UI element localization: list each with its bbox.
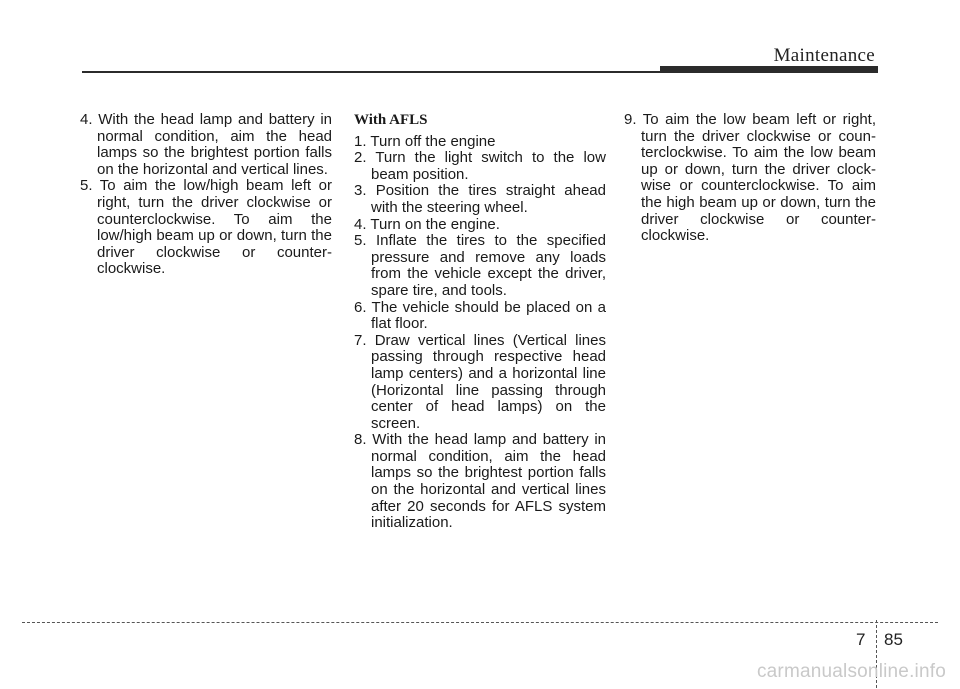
step-item: 8. With the head lamp and battery in normal condition, aim the head lamps so the brightest portion falls on the horizontal and vertical lines after 20 seconds for AFLS system initialization. bbox=[354, 431, 606, 532]
step-item: 4. With the head lamp and battery in normal condition, aim the head lamps so the brightest portion falls on the horizontal and vertical lines. bbox=[80, 111, 332, 178]
watermark-text: carmanualsonline.info bbox=[756, 661, 946, 682]
page-number: 85 bbox=[884, 630, 903, 649]
step-item: 5. Inflate the tires to the specified pressure and remove any loads from the vehicle except the driver, spare tire, and tools. bbox=[354, 232, 606, 299]
step-item: 6. The vehicle should be placed on a flat floor. bbox=[354, 298, 606, 333]
step-item: 7. Draw vertical lines (Vertical lines passing through respective head lamp centers) and a horizontal line (Horizontal line passing through center of head lamps) on the screen. bbox=[354, 331, 606, 432]
chapter-number: 7 bbox=[856, 630, 866, 649]
section-title: Maintenance bbox=[773, 45, 875, 66]
header-rule-thick bbox=[660, 66, 878, 73]
column-right bbox=[624, 112, 876, 245]
step-item: 2. Turn the light switch to the low beam position. bbox=[354, 149, 606, 183]
step-item: 5. To aim the low/high beam left or right, turn the driver clockwise or counterclockwise. To aim the low/high beam up or down, turn the driver clockwise or counter-clockwise. bbox=[80, 177, 332, 278]
step-item: 9. To aim the low beam left or right, turn the driver clockwise or coun-terclockwise. To aim the low beam up or down, turn the driver clock-wise or counterclockwise. To aim the high beam up or down, turn the driver clockwise or counter-clockwise. bbox=[624, 111, 876, 245]
column-middle bbox=[354, 112, 606, 532]
header-rule-thin bbox=[82, 71, 662, 73]
column-left bbox=[80, 112, 332, 278]
section-heading: With AFLS bbox=[354, 112, 428, 128]
step-item: 4. Turn on the engine. bbox=[354, 215, 500, 233]
step-item: 1. Turn off the engine bbox=[354, 132, 496, 150]
footer-divider bbox=[22, 622, 938, 623]
step-item: 3. Position the tires straight ahead with the steering wheel. bbox=[354, 182, 606, 216]
